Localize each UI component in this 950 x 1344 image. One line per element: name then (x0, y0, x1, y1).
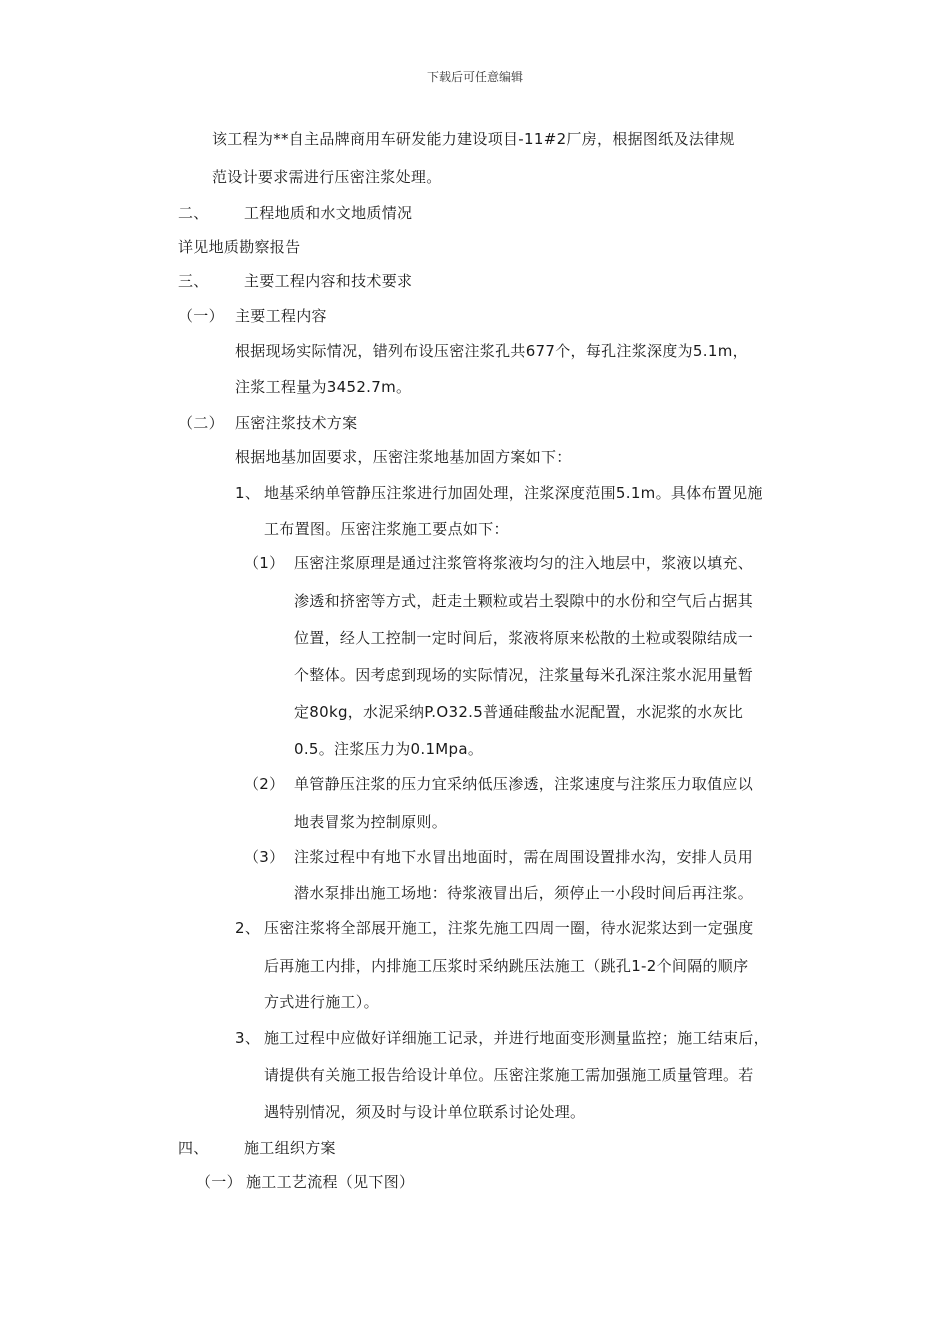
subsection-2-heading (178, 412, 357, 433)
section-4-sub-1-heading (196, 1171, 414, 1192)
item-2-line-2: 后再施工内排，内排施工压浆时采纳跳压法施工（跳孔1-2个间隔的顺序 (264, 957, 749, 975)
item-2-line-3: 方式进行施工）。 (264, 993, 379, 1011)
section-3-heading (178, 270, 412, 291)
section-4-sub-1-title: 施工工艺流程（见下图） (246, 1173, 415, 1191)
point-2-number: （2） (244, 775, 285, 793)
subsection-1-line-1: 根据现场实际情况，错列布设压密注浆孔共677个，每孔注浆深度为5.1m， (235, 342, 748, 360)
item-1-text: 地基采纳单管静压注浆进行加固处理，注浆深度范围5.1m。具体布置见施 (264, 484, 763, 502)
section-4-title: 施工组织方案 (244, 1139, 336, 1157)
item-1-line-1 (235, 482, 763, 503)
item-2-number: 2、 (235, 919, 261, 937)
point-1-line-2: 渗透和挤密等方式，赶走土颗粒或岩土裂隙中的水份和空气后占据其 (294, 592, 754, 610)
point-1-line-1 (244, 552, 753, 573)
section-4-number: 四、 (178, 1139, 209, 1157)
point-1-line-3: 位置，经人工控制一定时间后，浆液将原来松散的土粒或裂隙结成一 (294, 629, 754, 647)
subsection-1-title: 主要工程内容 (235, 307, 327, 325)
point-2-line-1 (244, 773, 753, 794)
point-1-number: （1） (244, 554, 285, 572)
section-2-body: 详见地质勘察报告 (178, 238, 301, 256)
subsection-2-title: 压密注浆技术方案 (235, 414, 358, 432)
subsection-1-number: （一） (178, 307, 224, 325)
section-3-title: 主要工程内容和技术要求 (244, 272, 413, 290)
point-3-number: （3） (244, 848, 285, 866)
item-3-text: 施工过程中应做好详细施工记录，并进行地面变形测量监控；施工结束后， (264, 1029, 769, 1047)
intro-line-2: 范设计要求需进行压密注浆处理。 (212, 168, 442, 186)
point-1-line-6: 0.5。注浆压力为0.1Mpa。 (294, 740, 484, 758)
item-3-line-1 (235, 1027, 769, 1048)
item-2-line-1 (235, 917, 754, 938)
point-2-line-2: 地表冒浆为控制原则。 (294, 813, 448, 831)
subsection-2-number: （二） (178, 414, 224, 432)
point-3-line-1 (244, 846, 753, 867)
item-3-number: 3、 (235, 1029, 261, 1047)
section-2-number: 二、 (178, 204, 209, 222)
subsection-2-intro: 根据地基加固要求，压密注浆地基加固方案如下： (235, 448, 572, 466)
point-2-text: 单管静压注浆的压力宜采纳低压渗透，注浆速度与注浆压力取值应以 (294, 775, 754, 793)
section-4-sub-1-number: （一） (196, 1173, 242, 1191)
intro-line-1: 该工程为**自主品牌商用车研发能力建设项目-11#2厂房，根据图纸及法律规 (212, 130, 735, 148)
page-header: 下载后可任意编辑 (426, 70, 523, 84)
section-2-title: 工程地质和水文地质情况 (244, 204, 413, 222)
item-3-line-3: 遇特别情况，须及时与设计单位联系讨论处理。 (264, 1103, 586, 1121)
point-3-text: 注浆过程中有地下水冒出地面时，需在周围设置排水沟，安排人员用 (294, 848, 754, 866)
section-4-heading (178, 1137, 336, 1158)
section-3-number: 三、 (178, 272, 209, 290)
item-1-number: 1、 (235, 484, 261, 502)
point-3-line-2: 潜水泵排出施工场地：待浆液冒出后，须停止一小段时间后再注浆。 (294, 884, 754, 902)
subsection-1-line-2: 注浆工程量为3452.7m。 (235, 378, 412, 396)
subsection-1-heading (178, 305, 327, 326)
item-1-line-2: 工布置图。压密注浆施工要点如下： (264, 520, 509, 538)
section-2-heading (178, 202, 412, 223)
point-1-line-5: 定80kg，水泥采纳P.O32.5普通硅酸盐水泥配置，水泥浆的水灰比 (294, 703, 744, 721)
item-3-line-2: 请提供有关施工报告给设计单位。压密注浆施工需加强施工质量管理。若 (264, 1066, 754, 1084)
item-2-text: 压密注浆将全部展开施工，注浆先施工四周一圈，待水泥浆达到一定强度 (264, 919, 754, 937)
point-1-text: 压密注浆原理是通过注浆管将浆液均匀的注入地层中，浆液以填充、 (294, 554, 754, 572)
point-1-line-4: 个整体。因考虑到现场的实际情况，注浆量每米孔深注浆水泥用量暂 (294, 666, 754, 684)
